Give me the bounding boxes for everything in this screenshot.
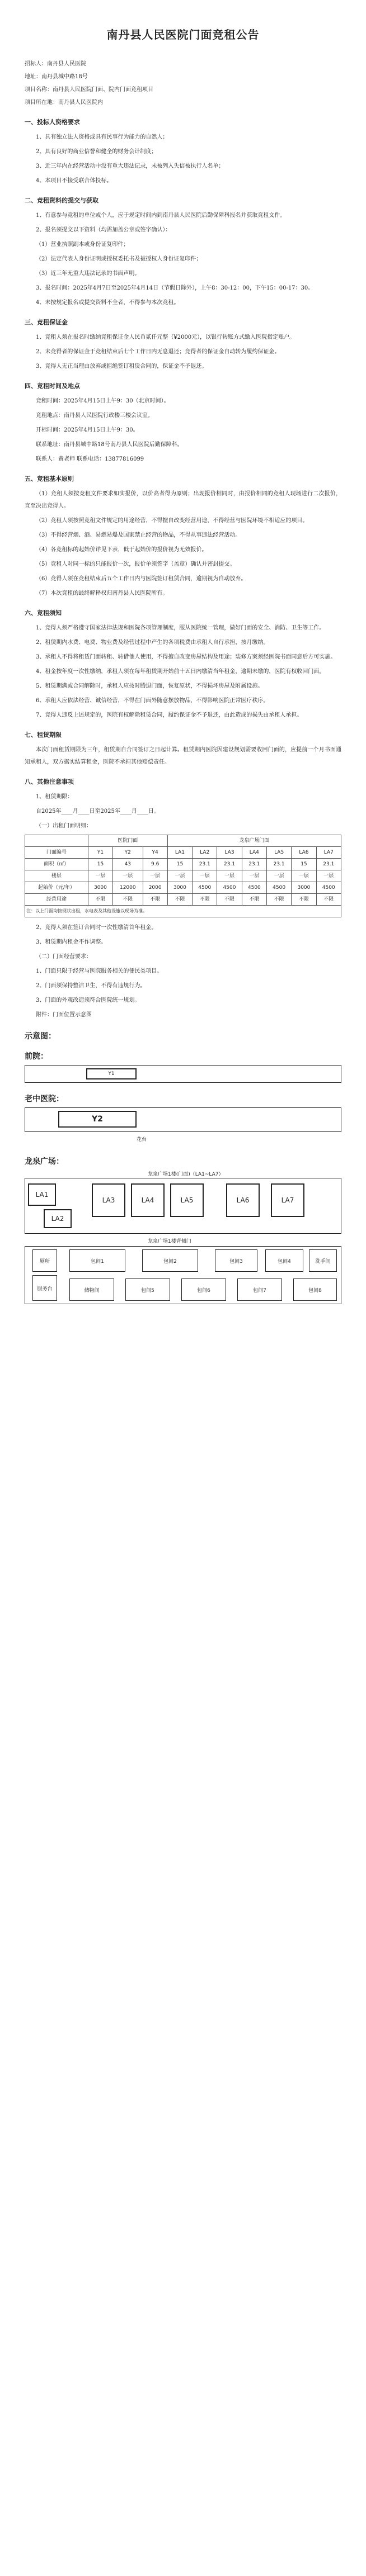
paragraph: 3、报名时间：2025年4月7日至2025年4月14日（节假日除外），上午8：30-12：00，下午15：00-17：30。 [36,285,314,291]
table-header-cell [25,835,88,847]
table-cell: Y2 [113,847,143,859]
paragraph: 4、本项目不接受联合体投标。 [36,178,112,184]
paragraph: （3）近三年无重大违法记录的书面声明。 [36,271,140,277]
table-cell: 不限 [143,894,167,906]
table-cell: 23.1 [217,859,242,870]
table-header-cell: 龙泉广场门面 [167,835,341,847]
table-row-label: 经营用途 [25,894,88,906]
table-cell: 4500 [193,882,217,894]
meta-line: 招标人：南丹县人民医院 [25,61,86,67]
table-cell: 2000 [143,882,167,894]
paragraph: （2）法定代表人身份证明或授权委托书及被授权人身份证复印件； [36,256,202,262]
page-title: 南丹县人民医院门面竞租公告 [106,28,260,41]
table-cell: 23.1 [242,859,266,870]
paragraph: 竞租时间：2025年4月15日上午9：30（北京时间）。 [36,398,170,404]
table-cell: 不限 [167,894,192,906]
paragraph: 2、门面须保持整洁卫生，不得有违规行为。 [36,983,146,989]
table-cell: 15 [292,859,316,870]
shop-box-y2: Y2 [58,1111,137,1128]
paragraph: 4、租金按年度一次性缴纳，承租人须在每年租赁期开始前十五日内缴清当年租金，逾期未缴的，医院有权收回门面。 [36,669,325,675]
meta-line: 项目所在地：南丹县人民医院内 [25,100,103,106]
paragraph: （1）营业执照副本或身份证复印件； [36,242,129,248]
table-cell: Y4 [143,847,167,859]
paragraph: 2、租赁期内水费、电费、物业费及经营过程中产生的各项税费由承租人自行承担，按月缴纳。 [36,640,269,646]
paragraph: （1）竞租人须按竞租文件要求如实报价，以价高者得为原则；出现报价相同时，由报价相同的竞租人现场进行二次报价，直至决出竞得人。 [25,491,341,509]
table-cell: 23.1 [193,859,217,870]
table-cell: 一层 [217,870,242,882]
room-box: 包间6 [181,1278,226,1301]
paragraph: 1、竞得人须严格遵守国家法律法规和医院各项管理制度，服从医院统一管理，做好门面的安全、消防、卫生等工作。 [36,625,325,631]
section-title: 六、竞租须知 [25,609,62,617]
paragraph: 5、租赁期满或合同解除时，承租人应按时腾退门面，恢复原状，不得损坏房屋及附属设施。 [36,683,264,689]
room-box: 包间1 [69,1249,125,1272]
paragraph: 1、竞租人须在报名时缴纳竞租保证金人民币贰仟元整（¥2000元），以银行转账方式缴入医院指定账户。 [36,334,295,340]
table-cell: Y1 [88,847,112,859]
table-cell: 15 [167,859,192,870]
paragraph: 1、有意参与竞租的单位或个人，应于规定时间内到南丹县人民医院后勤保障科报名并获取竞租文件。 [36,212,286,219]
table-row-label: 门面编号 [25,847,88,859]
table-cell: LA3 [217,847,242,859]
diagram-plaza-back [25,1246,341,1308]
table-cell: 一层 [292,870,316,882]
table-cell: 不限 [292,894,316,906]
meta-line: 项目名称：南丹县人民医院门面、院内门面竞租项目 [25,87,153,93]
diagram-heading: 示意图： [25,1032,56,1041]
table-cell: 3000 [167,882,192,894]
meta-block [25,58,341,109]
section-title: 七、租赁期限 [25,731,62,738]
room-box: 厕所 [32,1249,57,1272]
table-note: 注：以上门面均按现状出租，水电表及其他设施以现场为准。 [25,906,341,917]
diagram-frame [25,1065,341,1083]
shop-box-la3: LA3 [92,1183,125,1217]
table-cell: LA1 [167,847,192,859]
shop-box-y1: Y1 [86,1068,137,1079]
paragraph: 1、门面只限于经营与医院服务相关的便民类项目。 [36,968,163,974]
paragraph: 联系人：黄老师 联系电话：13877816099 [36,456,144,462]
table-row [25,847,341,859]
room-box: 包间4 [265,1249,303,1272]
paragraph: 开标时间：2025年4月15日上午9：30。 [36,427,139,433]
table-cell: 不限 [113,894,143,906]
table-cell: 15 [88,859,112,870]
table-cell: 不限 [242,894,266,906]
paragraph: （3）不得经营烟、酒、易燃易爆及国家禁止经营的物品，不得从事违法经营活动。 [36,532,241,538]
meta-line: 地址：南丹县城中路18号 [25,74,88,80]
paragraph: 自2025年____月____日至2025年____月____日。 [36,808,159,815]
table-cell: 3000 [292,882,316,894]
table-body [25,847,341,906]
table-row-label: 楼层 [25,870,88,882]
paragraph: 附件：门面位置示意图 [36,1012,92,1018]
shop-box-la6: LA6 [226,1183,260,1217]
table-cell: 一层 [242,870,266,882]
section-title: 五、竞租基本原则 [25,475,74,482]
diagram-title-old-hospital: 老中医院： [25,1095,64,1104]
table-cell: 一层 [167,870,192,882]
paragraph: 4、未按规定报名或提交资料不全者，不得参与本次竞租。 [36,300,180,306]
table-row-label: 起始价（元/年） [25,882,88,894]
paragraph: 3、门面的外观改造须符合医院统一规划。 [36,997,140,1003]
table-cell: 23.1 [316,859,341,870]
paragraph: （7）本次竞租的最终解释权归南丹县人民医院所有。 [36,590,168,596]
shop-box-la1: LA1 [28,1183,56,1206]
section-title: 三、竞租保证金 [25,319,68,326]
table-row [25,870,341,882]
paragraph: 2、未竞得者的保证金于竞租结束后七个工作日内无息退还；竞得者的保证金自动转为履约保证金。 [36,349,280,355]
paragraph: 竞租地点：南丹县人民医院行政楼三楼会议室。 [36,413,153,419]
table-cell: 23.1 [266,859,291,870]
paragraph: 3、近三年内在经营活动中没有重大违法记录，未被列入失信被执行人名单； [36,163,224,169]
paragraph: 3、承租人不得将租赁门面转租、转借他人使用，不得擅自改变房屋结构及用途；装修方案须经医院书面同意后方可实施。 [36,654,336,660]
paragraph: （4）各竞租标的起始价详见下表，低于起始价的报价视为无效报价。 [36,547,208,553]
table-cell: 一层 [316,870,341,882]
room-box: 包间2 [142,1249,198,1272]
paragraph: （2）竞租人须按照竞租文件规定的用途经营，不得擅自改变经营用途，不得经营与医院环境不相适应的项目。 [36,518,308,524]
room-box: 包间7 [237,1278,282,1301]
shop-box-la7: LA7 [271,1183,304,1217]
flower-bed-label: 花台 [137,1137,147,1143]
table-cell: 4500 [217,882,242,894]
table-cell: 不限 [316,894,341,906]
shop-box-la2: LA2 [44,1209,72,1228]
table-cell: 一层 [113,870,143,882]
paragraph: 2、具有良好的商业信誉和健全的财务会计制度； [36,149,157,155]
table-header-cell: 医院门面 [88,835,167,847]
table-cell: 12000 [113,882,143,894]
table-cell: 4500 [242,882,266,894]
table-cell: 不限 [266,894,291,906]
table-cell: LA4 [242,847,266,859]
table-cell: 不限 [217,894,242,906]
paragraph: （5）竞租人对同一标的只能报价一次，报价单须签字（盖章）确认并密封提交。 [36,561,236,567]
paragraph: 3、竞得人无正当理由放弃或拒绝签订租赁合同的，保证金不予退还。 [36,363,208,370]
paragraph: 7、竞得人违反上述规定的，医院有权解除租赁合同，履约保证金不予退还，由此造成的损失由承租人承担。 [36,712,303,718]
table-note-row [25,906,341,917]
table-cell: LA5 [266,847,291,859]
table-cell: 一层 [266,870,291,882]
shop-box-la4: LA4 [131,1183,165,1217]
table-cell: 3000 [88,882,112,894]
service-desk-box: 服务台 [32,1275,57,1301]
room-box: 包间3 [215,1249,257,1272]
section-title: 八、其他注意事项 [25,778,74,785]
table-row [25,894,341,906]
table-cell: 不限 [88,894,112,906]
rental-table [25,835,341,917]
table-cell: 一层 [143,870,167,882]
diagram-title-plaza: 龙泉广场： [25,1157,64,1166]
table-cell: 4500 [266,882,291,894]
paragraph: 1、具有独立法人资格或具有民事行为能力的自然人； [36,134,168,140]
table-row-label: 面积（㎡） [25,859,88,870]
paragraph: 2、报名须提交以下资料（均需加盖公章或签字确认）： [36,227,171,233]
paragraph: （一）出租门面明细： [36,823,92,829]
table-header-row [25,835,341,847]
plaza-back-caption: 龙泉广场1楼背侧门 [148,1239,191,1244]
section-title: 四、竞租时间及地点 [25,382,80,390]
table-row [25,882,341,894]
table-cell: 一层 [193,870,217,882]
room-box: 包间8 [293,1278,337,1301]
diagram-front-yard [25,1065,341,1084]
table-cell: 不限 [193,894,217,906]
room-box: 洗手间 [309,1249,337,1272]
diagram-title-front: 前院： [25,1052,48,1061]
diagram-old-hospital [25,1107,341,1147]
table-cell: LA2 [193,847,217,859]
room-box: 储物间 [69,1278,114,1301]
section-title: 二、竞租资料的提交与获取 [25,197,98,204]
table-cell: 一层 [88,870,112,882]
room-box: 包间5 [125,1278,170,1301]
paragraph: 2、竞得人须在签订合同时一次性缴清首年租金。 [36,925,157,931]
table-row [25,859,341,870]
paragraph: （6）竞得人须在竞租结束后五个工作日内与医院签订租赁合同，逾期视为自动放弃。 [36,576,247,582]
paragraph: 3、租赁期内租金不作调整。 [36,939,107,945]
paragraph: 联系地址：南丹县城中路18号南丹县人民医院后勤保障科。 [36,442,183,448]
paragraph: 本次门面租赁期限为三年，租赁期自合同签订之日起计算。租赁期内医院因建设规划需要收回门面的，应提前一个月书面通知承租人，双方据实结算租金，医院不承担其他赔偿责任。 [25,747,341,765]
table-cell: 43 [113,859,143,870]
table-cell: LA7 [316,847,341,859]
table-cell: 9.6 [143,859,167,870]
table-cell: LA6 [292,847,316,859]
section-title: 一、投标人资格要求 [25,119,80,126]
table-cell: 4500 [316,882,341,894]
plaza-caption: 龙泉广场1楼(门面)（LA1~LA7） [148,1172,224,1177]
paragraph: 6、承租人应依法经营、诚信经营，不得在门面外随意摆放物品，不得影响医院正常医疗秩序。 [36,698,269,704]
shop-box-la5: LA5 [170,1183,204,1217]
paragraph: （二）门面经营要求： [36,954,92,960]
paragraph: 1、租赁期限： [36,794,73,800]
